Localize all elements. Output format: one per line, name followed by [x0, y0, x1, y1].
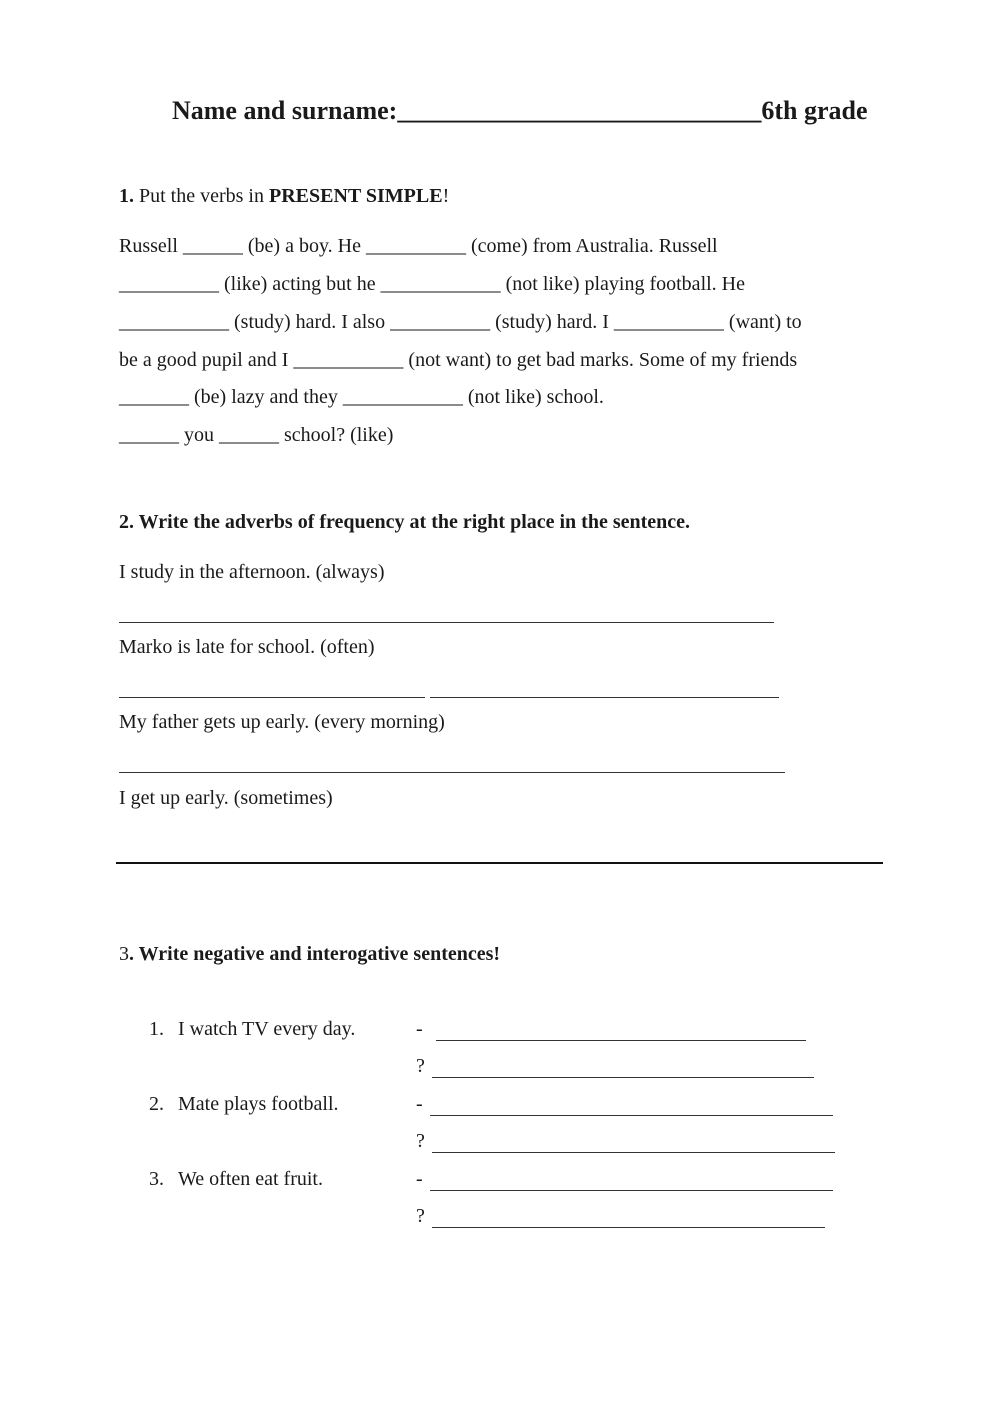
question-marker: ?: [416, 1130, 425, 1152]
negative-answer-line[interactable]: [430, 1190, 833, 1191]
negative-answer-line[interactable]: [436, 1040, 806, 1041]
question-marker: ?: [416, 1055, 425, 1077]
negative-answer-line[interactable]: [430, 1115, 833, 1116]
section-2-sentence-3: My father gets up early. (every morning): [119, 711, 445, 733]
section-1-instruction: [119, 185, 449, 208]
negative-marker: -: [416, 1168, 423, 1190]
item-number: 3.: [149, 1168, 164, 1190]
section-1-tense: PRESENT SIMPLE: [269, 185, 443, 207]
section-1-number: 1.: [119, 185, 134, 207]
section-3-title-text: . Write negative and interogative sentences!: [129, 943, 501, 965]
question-answer-line[interactable]: [432, 1077, 814, 1078]
question-answer-line[interactable]: [432, 1152, 835, 1153]
section-1-line-3: ___________ (study) hard. I also __________ (study) hard. I ___________ (want) to: [119, 311, 802, 333]
question-answer-line[interactable]: [432, 1227, 825, 1228]
negative-marker: -: [416, 1093, 423, 1115]
answer-line-2-3[interactable]: [119, 772, 785, 773]
section-1-instruction-text: Put the verbs in: [134, 185, 269, 207]
page-title: Name and surname:____________________________6th grade: [172, 96, 868, 125]
section-2-sentence-4: I get up early. (sometimes): [119, 787, 333, 809]
section-1-line-4: be a good pupil and I ___________ (not want) to get bad marks. Some of my friends: [119, 349, 798, 371]
answer-line-2-1[interactable]: [119, 622, 774, 623]
section-2-sentence-2: Marko is late for school. (often): [119, 636, 375, 658]
question-marker: ?: [416, 1205, 425, 1227]
section-3-title: [119, 943, 500, 966]
item-sentence: I watch TV every day.: [178, 1018, 356, 1040]
item-sentence: We often eat fruit.: [178, 1168, 323, 1190]
item-sentence: Mate plays football.: [178, 1093, 339, 1115]
negative-marker: -: [416, 1018, 423, 1040]
section-1-instruction-end: !: [442, 185, 450, 207]
section-1-line-6: ______ you ______ school? (like): [119, 424, 394, 446]
section-2-title: 2. Write the adverbs of frequency at the right place in the sentence.: [119, 511, 691, 533]
answer-line-2-4[interactable]: [116, 862, 883, 864]
answer-line-2-2a[interactable]: [119, 697, 425, 698]
section-2-sentence-1: I study in the afternoon. (always): [119, 561, 385, 583]
section-1-line-2: __________ (like) acting but he ____________ (not like) playing football. He: [119, 273, 745, 295]
item-number: 2.: [149, 1093, 164, 1115]
section-3-number: 3: [119, 943, 129, 965]
section-1-line-1: Russell ______ (be) a boy. He __________ (come) from Australia. Russell: [119, 235, 718, 257]
answer-line-2-2b[interactable]: [430, 697, 779, 698]
section-1-line-5: _______ (be) lazy and they ____________ (not like) school.: [119, 386, 604, 408]
item-number: 1.: [149, 1018, 164, 1040]
